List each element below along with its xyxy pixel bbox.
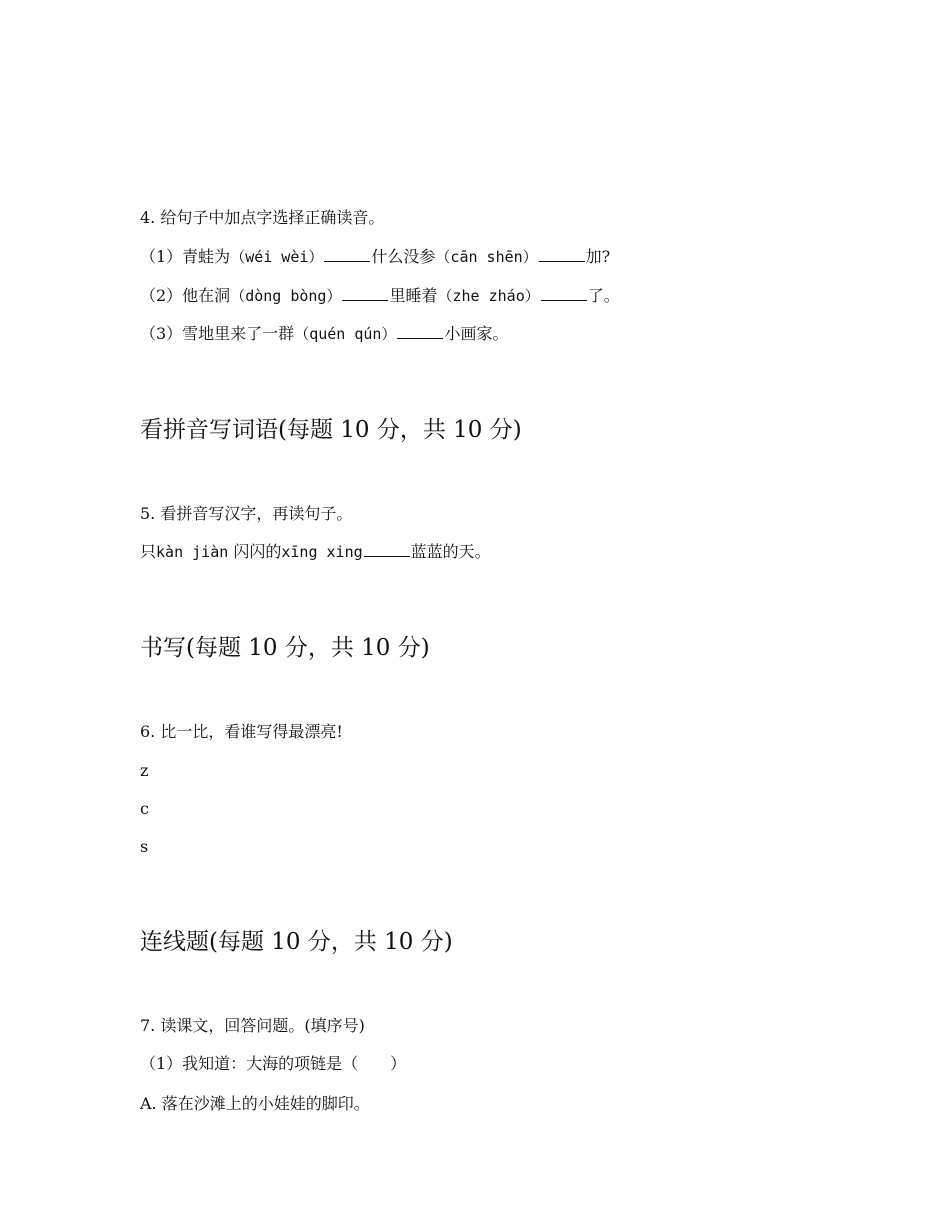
q5-pinyin-2: xīng xing	[281, 543, 363, 561]
q4-item-2	[140, 286, 620, 306]
q4-item-1-pinyin-1: （wéi wèi）	[230, 248, 324, 266]
q5-pinyin-1: kàn jiàn	[156, 543, 229, 561]
q6-title: 6. 比一比，看谁写得最漂亮!	[140, 722, 343, 741]
answer-blank[interactable]	[324, 247, 370, 262]
q6-letter-s: s	[140, 837, 149, 856]
answer-blank[interactable]	[342, 286, 388, 301]
answer-blank[interactable]	[397, 324, 443, 339]
q4-item-1-text-c: 加?	[585, 247, 611, 266]
q4-item-1-pinyin-2: （cān shēn）	[435, 248, 538, 266]
q7-option-a: A. 落在沙滩上的小娃娃的脚印。	[140, 1094, 370, 1113]
q4-item-3-text-b: 小画家。	[444, 324, 509, 343]
section-heading-writing: 书写(每题 10 分，共 10 分)	[140, 635, 430, 661]
q4-item-2-text-c: 了。	[587, 286, 620, 305]
q4-item-2-text-b: 里睡着	[389, 286, 438, 305]
q4-item-2-pinyin-1: （dòng bòng）	[230, 287, 342, 305]
q7-title: 7. 读课文，回答问题。(填序号)	[140, 1016, 365, 1035]
section-heading-matching: 连线题(每题 10 分，共 10 分)	[140, 929, 453, 955]
q6-letter-c: c	[140, 799, 149, 818]
answer-blank[interactable]	[539, 247, 585, 262]
q5-title: 5. 看拼音写汉字，再读句子。	[140, 504, 353, 523]
q5-text-b: 闪闪的	[233, 542, 282, 561]
q4-item-1-text-b: 什么没参	[371, 247, 436, 266]
q4-item-3	[140, 324, 508, 344]
q4-item-2-text-a: （2）他在洞	[140, 286, 231, 305]
q4-item-1-text-a: （1）青蛙为	[140, 247, 231, 266]
q4-item-3-text-a: （3）雪地里来了一群	[140, 324, 295, 343]
q5-text-c: 蓝蓝的天。	[410, 542, 491, 561]
q4-item-2-pinyin-2: （zhe zháo）	[437, 287, 540, 305]
q6-letter-z: z	[140, 761, 149, 780]
q7-sub-question-1: （1）我知道：大海的项链是（ ）	[140, 1054, 407, 1073]
section-heading-pinyin-words: 看拼音写词语(每题 10 分，共 10 分)	[140, 417, 522, 443]
q4-item-1	[140, 247, 610, 267]
q5-sentence	[140, 542, 491, 562]
q4-item-3-pinyin-1: （quén qún）	[294, 325, 397, 343]
answer-blank[interactable]	[364, 542, 410, 557]
q5-text-a: 只	[140, 542, 157, 561]
answer-blank[interactable]	[541, 286, 587, 301]
q4-title: 4. 给句子中加点字选择正确读音。	[140, 208, 385, 227]
